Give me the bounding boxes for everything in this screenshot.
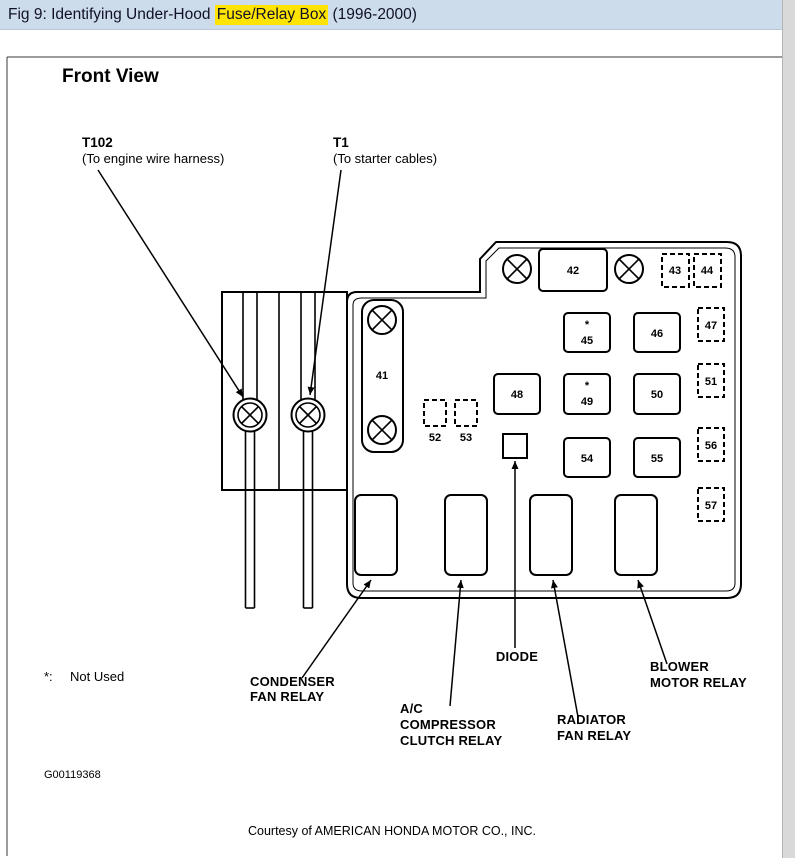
fuse-57 xyxy=(698,488,724,521)
fuse-43 xyxy=(662,254,689,287)
fuse-box-outline xyxy=(347,242,741,598)
bolt-icon xyxy=(615,255,643,283)
diagram-area xyxy=(0,30,795,863)
fuse-56 xyxy=(698,428,724,461)
fuse-43-label: 43 xyxy=(668,265,682,277)
t1-desc: (To starter cables) xyxy=(333,151,438,166)
fuse-53-label: 53 xyxy=(459,432,473,444)
radiator-fan-relay-label xyxy=(557,712,631,743)
connector-housing-outline xyxy=(222,292,347,490)
label-line: CONDENSER xyxy=(250,674,335,689)
fuse-51-label: 51 xyxy=(704,376,718,388)
fuse-54-label: 54 xyxy=(580,453,594,465)
blower-motor-relay-slot xyxy=(615,495,657,575)
fuse-45-label: 45 xyxy=(580,335,594,347)
bolt-icon xyxy=(368,306,396,334)
fuse-49-star: * xyxy=(584,380,590,392)
fuse-50-label: 50 xyxy=(650,389,664,401)
t102-desc: (To engine wire harness) xyxy=(82,151,225,166)
fuse-54 xyxy=(564,438,610,477)
figure-caption-bar xyxy=(0,0,795,30)
blower-motor-relay-label xyxy=(650,659,747,690)
not-used-note xyxy=(44,669,124,684)
fuse-49 xyxy=(564,374,610,414)
diode-component xyxy=(503,434,527,458)
label-line: FAN RELAY xyxy=(250,689,325,704)
t1-cable xyxy=(304,431,313,608)
t102-label: T102 xyxy=(82,135,113,150)
bolt-icon xyxy=(503,255,531,283)
label-line: FAN RELAY xyxy=(557,728,632,743)
fuse-45-star: * xyxy=(584,319,590,331)
fuse-52 xyxy=(424,400,446,444)
fuse-51 xyxy=(698,364,724,397)
fuse-57-label: 57 xyxy=(704,500,718,512)
fuse-46 xyxy=(634,313,680,352)
fuse-56-label: 56 xyxy=(704,440,718,452)
t102-terminal-icon xyxy=(234,399,267,432)
fuse-48 xyxy=(494,374,540,414)
fuse-50 xyxy=(634,374,680,414)
caption-highlight: Fuse/Relay Box xyxy=(216,5,327,23)
fuse-47-label: 47 xyxy=(704,320,718,332)
fuse-box-inner-outline xyxy=(353,248,735,591)
fuse-47 xyxy=(698,308,724,341)
radiator-fan-relay-slot xyxy=(530,495,572,575)
bolt-icon xyxy=(368,416,396,444)
label-line: COMPRESSOR xyxy=(400,717,496,732)
label-line: RADIATOR xyxy=(557,712,627,727)
fuse-44 xyxy=(694,254,721,287)
label-line: CLUTCH RELAY xyxy=(400,733,503,748)
not-used-text: Not Used xyxy=(70,669,125,684)
caption-suffix: (1996-2000) xyxy=(328,5,417,23)
condenser-fan-relay-label xyxy=(250,674,335,704)
figure-code: G00119368 xyxy=(44,769,101,781)
t102-cable xyxy=(246,431,255,608)
not-used-symbol: *: xyxy=(44,669,53,684)
fuse-box-diagram xyxy=(0,30,795,858)
front-view-title: Front View xyxy=(62,66,159,87)
blower-leader-arrow xyxy=(638,580,667,664)
t1-terminal-icon xyxy=(292,399,325,432)
label-line: A/C xyxy=(400,701,423,716)
connector-housing xyxy=(222,292,347,608)
fuse-52-body xyxy=(424,400,446,426)
fuse-42 xyxy=(539,249,607,291)
fuse-46-label: 46 xyxy=(650,328,664,340)
ac-compressor-clutch-relay-slot xyxy=(445,495,487,575)
fuse-53 xyxy=(455,400,477,444)
fuse-44-label: 44 xyxy=(700,265,714,277)
caption-prefix: Fig 9: Identifying Under-Hood xyxy=(8,5,215,23)
fuse-42-label: 42 xyxy=(566,265,580,277)
fuse-52-label: 52 xyxy=(428,432,442,444)
fuse-45 xyxy=(564,313,610,352)
fuse-55-label: 55 xyxy=(650,453,664,465)
t1-label: T1 xyxy=(333,135,349,150)
fuse-48-label: 48 xyxy=(510,389,524,401)
fuse-49-label: 49 xyxy=(580,396,594,408)
condenser-fan-relay-slot xyxy=(355,495,397,575)
fuse-41-label: 41 xyxy=(375,370,389,382)
fuse-55 xyxy=(634,438,680,477)
courtesy-line: Courtesy of AMERICAN HONDA MOTOR CO., INC. xyxy=(247,824,537,838)
label-line: BLOWER xyxy=(650,659,709,674)
fuse-53-body xyxy=(455,400,477,426)
scrollbar[interactable] xyxy=(782,0,795,858)
radiator-leader-arrow xyxy=(553,580,578,717)
ac-compressor-clutch-relay-label xyxy=(400,701,502,748)
label-line: MOTOR RELAY xyxy=(650,675,747,690)
diode-label: DIODE xyxy=(495,649,539,664)
